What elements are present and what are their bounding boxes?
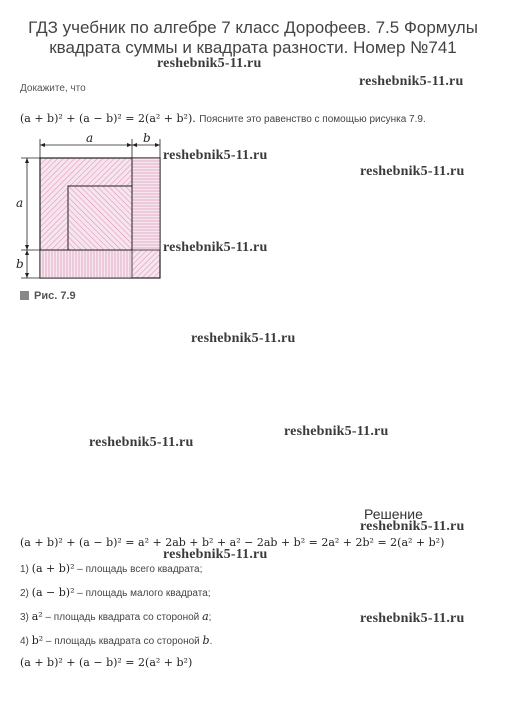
label-b-left: b xyxy=(16,257,24,271)
b-strip-right xyxy=(132,158,160,250)
watermark: reshebnik5-11.ru xyxy=(360,519,465,534)
task-explanation: Поясните это равенство с помощью рисунка 7.9. xyxy=(199,114,426,125)
caption-marker-icon xyxy=(20,291,29,300)
watermark: reshebnik5-11.ru xyxy=(157,56,262,71)
figure-caption xyxy=(20,290,76,302)
task-formula: (a + b)² + (a − b)² = 2(a² + b²). xyxy=(20,112,196,125)
watermark: reshebnik5-11.ru xyxy=(163,148,268,163)
task-statement xyxy=(20,112,426,125)
solution-item-1: 1) (a + b)² – площадь всего квадрата; xyxy=(20,562,203,575)
small-square xyxy=(68,186,132,250)
solution-heading: Решение xyxy=(364,506,423,522)
label-a-top: a xyxy=(86,133,94,145)
watermark: reshebnik5-11.ru xyxy=(89,435,194,450)
page-title: ГДЗ учебник по алгебре 7 класс Дорофеев. 7.5 Формулы квадрата суммы и квадрата разности. Номер №741 xyxy=(28,18,478,57)
watermark: reshebnik5-11.ru xyxy=(284,424,389,439)
caption-text: Рис. 7.9 xyxy=(34,290,76,302)
solution-main: (a + b)² + (a − b)² = a² + 2ab + b² + a² − 2ab + b² = 2a² + 2b² = 2(a² + b²) xyxy=(20,536,445,549)
solution-item-4: 4) b² – площадь квадрата со стороной b. xyxy=(20,634,213,647)
watermark: reshebnik5-11.ru xyxy=(360,164,465,179)
squares-diagram xyxy=(15,133,165,285)
watermark: reshebnik5-11.ru xyxy=(191,331,296,346)
figure-7-9 xyxy=(15,133,165,290)
solution-conclusion: (a + b)² + (a − b)² = 2(a² + b²) xyxy=(20,656,193,669)
solution-item-2: 2) (a − b)² – площадь малого квадрата; xyxy=(20,586,211,599)
watermark: reshebnik5-11.ru xyxy=(163,547,268,562)
task-prompt: Докажите, что xyxy=(20,83,86,94)
watermark: reshebnik5-11.ru xyxy=(359,74,464,89)
b-strip-bottom xyxy=(40,250,132,278)
watermark: reshebnik5-11.ru xyxy=(163,240,268,255)
watermark: reshebnik5-11.ru xyxy=(360,611,465,626)
label-a-left: a xyxy=(16,196,24,210)
label-b-top: b xyxy=(143,133,151,145)
solution-item-3: 3) a² – площадь квадрата со стороной a; xyxy=(20,610,212,623)
